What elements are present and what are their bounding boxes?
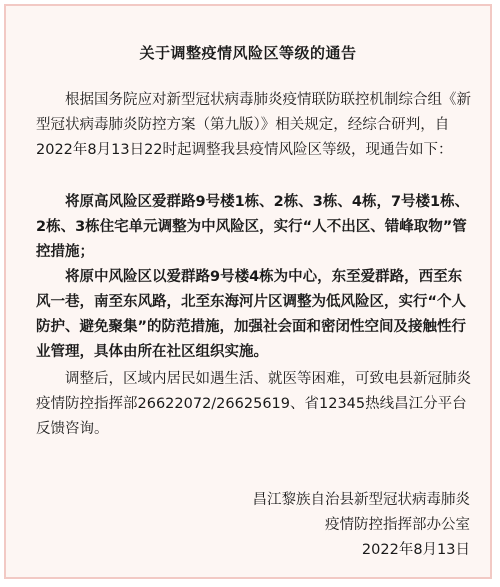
- paragraph-medium-risk: 将原高风险区爱群路9号楼1栋、2栋、3栋、4栋，7号楼1栋、2栋、3栋住宅单元调整为中风险区，实行“人不出区、错峰取物”管控措施；: [36, 194, 470, 260]
- notice-title: 关于调整疫情风险区等级的通告: [139, 44, 357, 62]
- notice-frame: [4, 4, 492, 579]
- signature-date: 2022年8月13日: [361, 542, 470, 558]
- paragraph-intro: 根据国务院应对新型冠状病毒肺炎疫情联防联控机制综合组《新型冠状病毒肺炎防控方案（第九版）》相关规定，经综合研判，自2022年8月13日22时起调整我县疫情风险区等级，现通告如下：: [36, 92, 471, 158]
- paragraph-contact: 调整后，区域内居民如遇生活、就医等困难，可致电县新冠肺炎疫情防控指挥部26622072/26625619、省12345热线昌江分平台反馈咨询。: [36, 371, 471, 437]
- signature-org-line1: 昌江黎族自治县新型冠状病毒肺炎: [252, 492, 470, 508]
- signature-org-line2: 疫情防控指挥部办公室: [325, 517, 470, 533]
- paragraph-low-risk: 将原中风险区以爱群路9号楼4栋为中心，东至爱群路，西至东风一巷，南至东风路，北至东海河片区调整为低风险区，实行“个人防护、避免聚集”的防范措施，加强社会面和密闭性空间及接触性行业管理，具体由所在社区组织实施。: [36, 269, 467, 360]
